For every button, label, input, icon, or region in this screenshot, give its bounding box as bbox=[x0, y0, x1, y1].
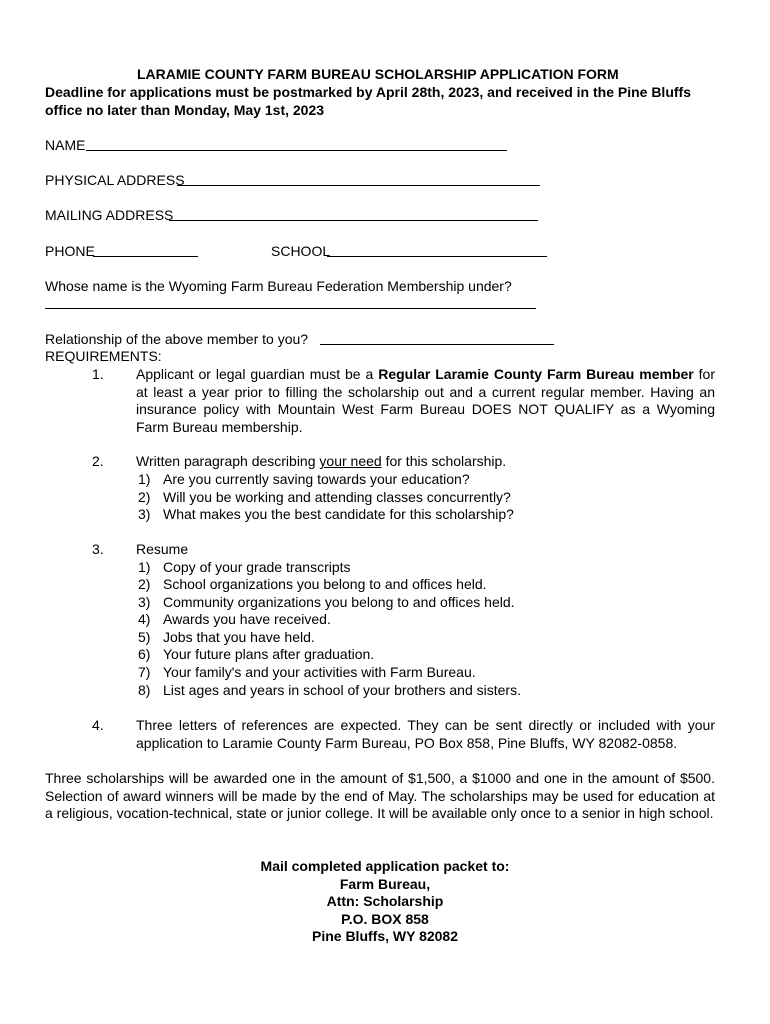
resume-item: Your family's and your activities with Farm Bureau. bbox=[163, 664, 476, 680]
name-label: NAME bbox=[45, 137, 86, 153]
list-number: 8) bbox=[138, 682, 151, 698]
requirement-1-number: 1. bbox=[92, 366, 104, 382]
deadline-line-1: Deadline for applications must be postmarked by April 28th, 2023, and received in the Pine Bluffs bbox=[45, 84, 691, 100]
requirement-2-item: Will you be working and attending classes concurrently? bbox=[163, 489, 511, 505]
list-number: 4) bbox=[138, 611, 151, 627]
mailing-heading: Mail completed application packet to: bbox=[260, 858, 510, 874]
list-number: 7) bbox=[138, 664, 151, 680]
mailing-line-4: Pine Bluffs, WY 82082 bbox=[311, 928, 458, 944]
mailing-line-2: Attn: Scholarship bbox=[326, 893, 444, 909]
school-field[interactable] bbox=[327, 256, 547, 257]
requirement-2-item: Are you currently saving towards your education? bbox=[163, 471, 470, 487]
requirement-2-underlined: your need bbox=[319, 453, 382, 469]
physical-address-label: PHYSICAL ADDRESS bbox=[45, 172, 185, 188]
requirement-2-post: for this scholarship. bbox=[381, 453, 507, 469]
phone-field[interactable] bbox=[93, 256, 198, 257]
requirement-2-pre: Written paragraph describing bbox=[136, 453, 320, 469]
requirement-3-number: 3. bbox=[92, 541, 104, 557]
deadline-line-2: office no later than Monday, May 1st, 2023 bbox=[45, 102, 325, 118]
resume-item: School organizations you belong to and offices held. bbox=[163, 576, 487, 592]
requirements-heading: REQUIREMENTS: bbox=[45, 348, 162, 364]
requirement-1-bold: Regular Laramie County Farm Bureau member bbox=[378, 366, 694, 382]
physical-address-field[interactable] bbox=[177, 185, 540, 186]
membership-question: Whose name is the Wyoming Farm Bureau Federation Membership under? bbox=[45, 278, 512, 294]
relationship-field[interactable] bbox=[320, 344, 554, 345]
name-field[interactable] bbox=[86, 150, 507, 151]
requirement-2-text bbox=[136, 453, 506, 470]
resume-item: Copy of your grade transcripts bbox=[163, 559, 351, 575]
resume-item: List ages and years in school of your brothers and sisters. bbox=[163, 682, 521, 698]
form-title: LARAMIE COUNTY FARM BUREAU SCHOLARSHIP APPLICATION FORM bbox=[137, 66, 619, 82]
requirement-3-label: Resume bbox=[136, 541, 189, 557]
membership-name-field[interactable] bbox=[45, 308, 536, 309]
phone-label: PHONE bbox=[45, 243, 95, 259]
list-number: 3) bbox=[138, 594, 151, 610]
mailing-line-3: P.O. BOX 858 bbox=[341, 911, 429, 927]
list-number: 6) bbox=[138, 646, 151, 662]
relationship-label: Relationship of the above member to you? bbox=[45, 331, 309, 347]
resume-item: Community organizations you belong to and offices held. bbox=[163, 594, 515, 610]
requirement-2-number: 2. bbox=[92, 453, 104, 469]
resume-item: Jobs that you have held. bbox=[163, 629, 315, 645]
mailing-line-1: Farm Bureau, bbox=[339, 876, 431, 892]
school-label: SCHOOL bbox=[271, 243, 331, 259]
list-number: 2) bbox=[138, 576, 151, 592]
requirement-4-number: 4. bbox=[92, 717, 104, 733]
requirement-4-text: Three letters of references are expected. They can be sent directly or included with your application to Laramie County Farm Bureau, PO Box 858, Pine Bluffs, WY 82082-0858. bbox=[136, 717, 715, 751]
requirement-1-text bbox=[136, 366, 715, 436]
list-number: 1) bbox=[138, 471, 151, 487]
list-number: 2) bbox=[138, 489, 151, 505]
list-number: 3) bbox=[138, 506, 151, 522]
requirement-1-post: for at least a year prior to filling the scholarship out and a current regular member. Having an insurance policy with Mountain West Farm Bureau DOES NOT QUALIFY as a Wyoming Farm Bureau membership. bbox=[136, 366, 716, 435]
requirement-1-pre: Applicant or legal guardian must be a bbox=[136, 366, 379, 382]
awards-paragraph: Three scholarships will be awarded one in the amount of $1,500, a $1000 and one in the amount of $500. Selection of award winners will be made by the end of May. The scholarships may be used for education at a religious, vocation-technical, state or junior college. It will be available only once to a senior in high school. bbox=[45, 770, 715, 821]
resume-item: Your future plans after graduation. bbox=[163, 646, 375, 662]
list-number: 5) bbox=[138, 629, 151, 645]
resume-item: Awards you have received. bbox=[163, 611, 331, 627]
requirement-2-item: What makes you the best candidate for this scholarship? bbox=[163, 506, 514, 522]
list-number: 1) bbox=[138, 559, 151, 575]
mailing-address-field[interactable] bbox=[169, 220, 538, 221]
mailing-address-label: MAILING ADDRESS bbox=[45, 207, 174, 223]
